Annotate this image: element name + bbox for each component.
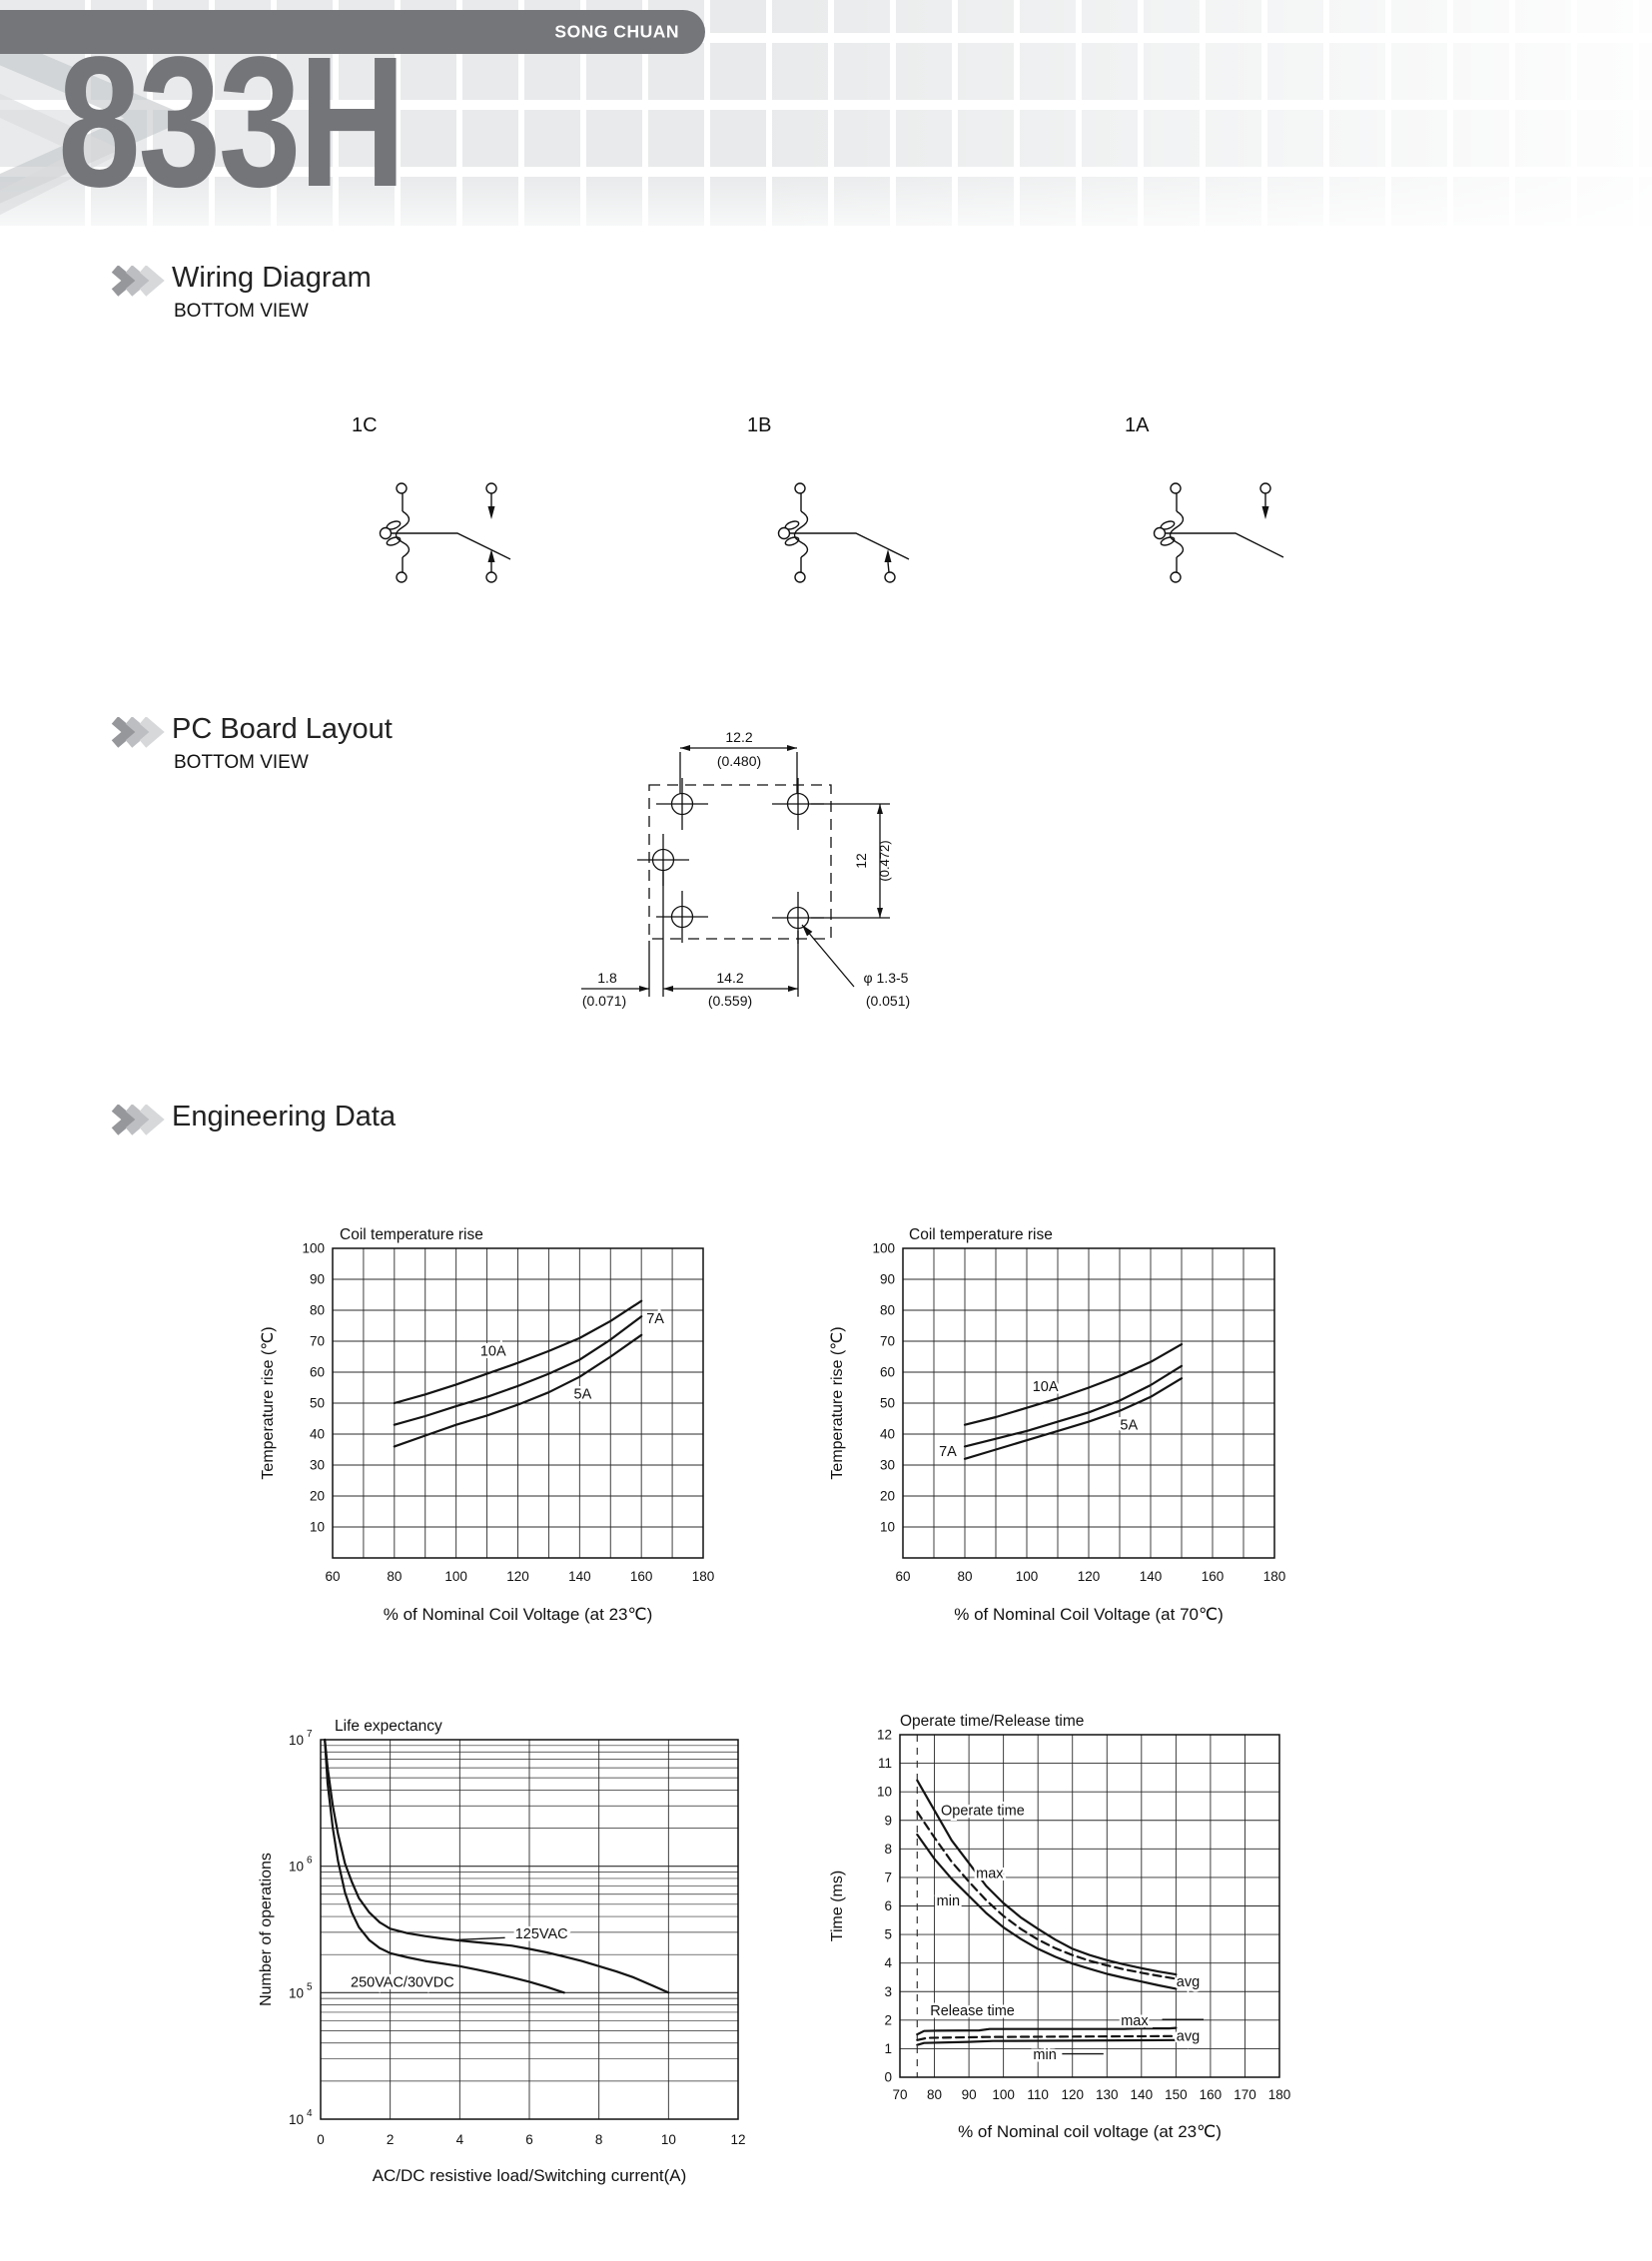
svg-text:20: 20 — [879, 1488, 895, 1504]
svg-text:10: 10 — [876, 1784, 892, 1800]
y-axis-label: Temperature rise (℃) — [260, 1326, 277, 1480]
svg-text:120: 120 — [1077, 1569, 1101, 1584]
svg-text:120: 120 — [1061, 2087, 1084, 2102]
svg-text:100: 100 — [872, 1240, 895, 1256]
svg-text:7: 7 — [884, 1870, 892, 1885]
svg-text:0: 0 — [317, 2132, 325, 2147]
dim-height-mm: 12 — [853, 853, 869, 869]
dim-offset-mm: 1.8 — [597, 970, 617, 986]
svg-text:40: 40 — [879, 1426, 895, 1442]
chart-coil-temperature-rise-23c — [235, 1213, 779, 1648]
svg-text:80: 80 — [957, 1569, 973, 1584]
curve-label: max — [976, 1866, 1004, 1883]
pcb-holes — [637, 778, 824, 944]
section-title: Wiring Diagram — [172, 262, 372, 294]
svg-text:70: 70 — [309, 1333, 325, 1349]
section-title: Engineering Data — [172, 1101, 397, 1132]
dim-height-in: (0.472) — [877, 840, 892, 882]
curve-label: 125VAC — [514, 1925, 568, 1942]
svg-text:160: 160 — [629, 1569, 653, 1584]
svg-text:2: 2 — [386, 2132, 395, 2147]
svg-text:106: 10 $^6$ — [289, 1855, 313, 1875]
series-release-time-min — [917, 2040, 1176, 2045]
relay-schematic-1c — [355, 464, 524, 604]
svg-text:90: 90 — [879, 1271, 895, 1287]
relay-schematic-1b — [753, 464, 923, 604]
curve-label: 7A — [646, 1310, 664, 1327]
chart-title: Coil temperature rise — [340, 1226, 483, 1243]
svg-text:8: 8 — [884, 1841, 892, 1857]
svg-text:60: 60 — [325, 1569, 341, 1584]
chart-operate-release-time — [814, 1698, 1348, 2167]
svg-text:4: 4 — [455, 2132, 464, 2147]
relay-schematic-1a — [1129, 464, 1298, 604]
section-subtitle: BOTTOM VIEW — [174, 752, 309, 773]
section-chevron-icon — [110, 266, 166, 298]
svg-text:40: 40 — [309, 1426, 325, 1442]
svg-text:6: 6 — [884, 1898, 892, 1913]
curve-label: 250VAC/30VDC — [351, 1974, 454, 1991]
curve-label: 7A — [939, 1444, 957, 1461]
svg-text:107: 10 $^7$ — [289, 1729, 313, 1748]
svg-text:70: 70 — [892, 2087, 908, 2102]
svg-text:140: 140 — [1130, 2087, 1154, 2102]
svg-text:11: 11 — [877, 1756, 892, 1772]
svg-text:0: 0 — [884, 2069, 892, 2085]
curve-label: 5A — [573, 1386, 592, 1403]
svg-text:90: 90 — [309, 1271, 325, 1287]
coil-temperature-rise-23c-svg — [235, 1213, 779, 1643]
x-axis-label: % of Nominal Coil Voltage (at 70℃) — [954, 1605, 1224, 1624]
wiring-variant-label-1a: 1A — [1125, 414, 1150, 436]
svg-text:90: 90 — [961, 2087, 977, 2102]
svg-text:50: 50 — [309, 1395, 325, 1411]
dim-pitch-in: (0.559) — [707, 993, 753, 1009]
curve-label: max — [1121, 2012, 1149, 2029]
svg-text:100: 100 — [444, 1569, 467, 1584]
chart-coil-temperature-rise-70c — [814, 1213, 1338, 1648]
section-subtitle: BOTTOM VIEW — [174, 301, 309, 322]
svg-text:160: 160 — [1199, 2087, 1223, 2102]
operate-release-time-svg — [814, 1698, 1348, 2162]
svg-text:12: 12 — [730, 2132, 746, 2147]
series-5a — [965, 1378, 1182, 1459]
series-operate-time-min — [917, 1835, 1176, 1988]
pcb-layout-drawing — [559, 719, 999, 1019]
svg-text:6: 6 — [525, 2132, 533, 2147]
svg-text:170: 170 — [1234, 2087, 1256, 2102]
dim-hole-mm: φ 1.3-5 — [863, 970, 909, 986]
x-axis-label: % of Nominal Coil Voltage (at 23℃) — [383, 1605, 653, 1624]
svg-text:130: 130 — [1096, 2087, 1119, 2102]
svg-text:60: 60 — [309, 1364, 325, 1380]
curve-label: avg — [1176, 1974, 1201, 1991]
chart-title: Operate time/Release time — [900, 1713, 1085, 1730]
svg-text:12: 12 — [876, 1727, 892, 1743]
svg-text:3: 3 — [884, 1983, 892, 1999]
chart-title: Coil temperature rise — [909, 1226, 1053, 1243]
svg-text:180: 180 — [1262, 1569, 1286, 1584]
svg-text:140: 140 — [568, 1569, 591, 1584]
chart-life-expectancy — [235, 1713, 799, 2202]
x-axis-label: AC/DC resistive load/Switching current(A) — [372, 2166, 687, 2185]
svg-text:10: 10 — [660, 2132, 676, 2147]
curve-label: Operate time — [940, 1803, 1025, 1820]
svg-text:100: 100 — [1015, 1569, 1039, 1584]
y-axis-label: Temperature rise (℃) — [829, 1326, 846, 1480]
svg-text:100: 100 — [992, 2087, 1015, 2102]
svg-text:2: 2 — [884, 2012, 892, 2028]
svg-text:80: 80 — [387, 1569, 403, 1584]
svg-text:140: 140 — [1139, 1569, 1163, 1584]
svg-text:180: 180 — [1267, 2087, 1291, 2102]
svg-text:20: 20 — [309, 1488, 325, 1504]
svg-text:9: 9 — [884, 1813, 892, 1829]
svg-text:104: 10 $^4$ — [289, 2108, 313, 2127]
section-chevron-icon — [110, 717, 166, 749]
curve-label: 10A — [479, 1343, 506, 1360]
dim-width-mm: 12.2 — [725, 729, 753, 745]
svg-text:5: 5 — [884, 1926, 892, 1942]
dim-offset-in: (0.071) — [581, 993, 627, 1009]
section-title: PC Board Layout — [172, 713, 393, 745]
svg-text:1: 1 — [884, 2040, 892, 2056]
svg-text:4: 4 — [884, 1955, 892, 1971]
page-title-model: 833H — [58, 19, 405, 226]
coil-temperature-rise-70c-svg — [814, 1213, 1338, 1643]
svg-text:110: 110 — [1027, 2087, 1049, 2102]
svg-text:120: 120 — [506, 1569, 529, 1584]
chart-title: Life expectancy — [335, 1718, 442, 1735]
svg-text:160: 160 — [1201, 1569, 1225, 1584]
svg-text:30: 30 — [309, 1457, 325, 1473]
curve-label: min — [1033, 2047, 1057, 2064]
dim-width-in: (0.480) — [716, 753, 762, 769]
wiring-variant-label-1c: 1C — [352, 414, 378, 436]
svg-text:8: 8 — [594, 2132, 603, 2147]
x-axis-label: % of Nominal coil voltage (at 23℃) — [958, 2122, 1222, 2141]
y-axis-label: Time (ms) — [829, 1870, 846, 1942]
svg-text:100: 100 — [302, 1240, 325, 1256]
svg-text:60: 60 — [879, 1364, 895, 1380]
curve-label: min — [936, 1892, 961, 1909]
curve-label: 5A — [1120, 1417, 1139, 1434]
y-axis-label: Number of operations — [258, 1853, 275, 2006]
svg-text:50: 50 — [879, 1395, 895, 1411]
series-10a — [965, 1344, 1182, 1425]
svg-text:80: 80 — [879, 1302, 895, 1318]
svg-text:10: 10 — [879, 1519, 895, 1535]
svg-text:80: 80 — [309, 1302, 325, 1318]
section-chevron-icon — [110, 1105, 166, 1136]
svg-text:105: 10 $^5$ — [289, 1981, 313, 2001]
svg-text:80: 80 — [927, 2087, 943, 2102]
wiring-variant-label-1b: 1B — [747, 414, 772, 436]
svg-text:10: 10 — [309, 1519, 325, 1535]
curve-label: 10A — [1032, 1378, 1059, 1395]
curve-label: Release time — [930, 2002, 1015, 2019]
svg-text:180: 180 — [691, 1569, 715, 1584]
brand-label: SONG CHUAN — [554, 21, 679, 42]
life-expectancy-svg — [235, 1713, 799, 2197]
svg-text:30: 30 — [879, 1457, 895, 1473]
dim-pitch-mm: 14.2 — [716, 970, 744, 986]
svg-text:60: 60 — [895, 1569, 911, 1584]
dim-hole-in: (0.051) — [865, 993, 911, 1009]
curve-label: avg — [1176, 2028, 1201, 2045]
svg-text:150: 150 — [1165, 2087, 1188, 2102]
svg-text:70: 70 — [879, 1333, 895, 1349]
